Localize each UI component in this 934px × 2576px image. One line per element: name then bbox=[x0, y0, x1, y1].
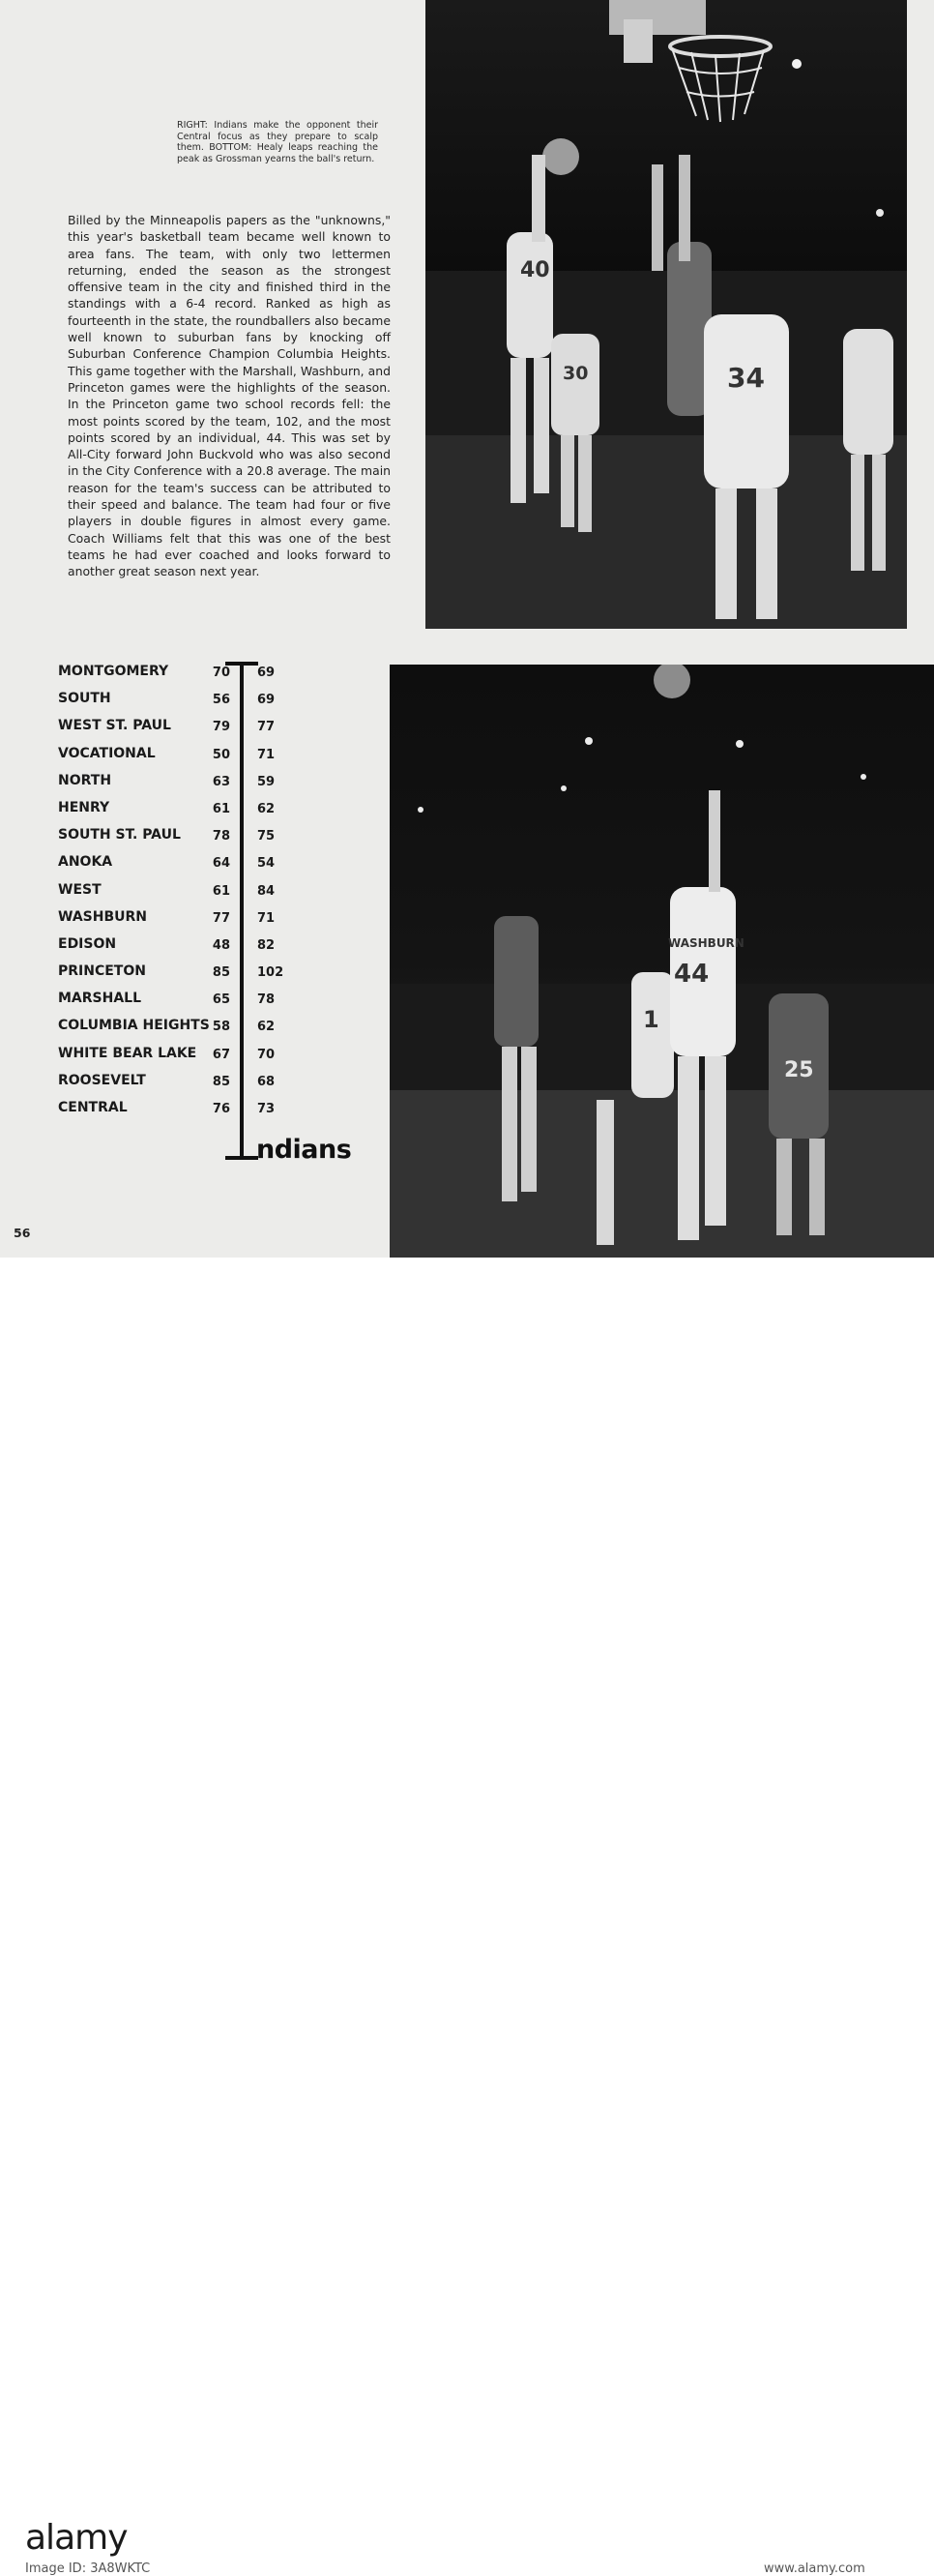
opponent-name: HENRY bbox=[58, 799, 110, 815]
jersey-30: 30 bbox=[563, 363, 589, 384]
opponent-score: 62 bbox=[257, 801, 276, 816]
jersey-40: 40 bbox=[520, 258, 550, 282]
opponent-score: 73 bbox=[257, 1102, 276, 1116]
jersey-washburn-text: WASHBURN bbox=[668, 936, 744, 950]
score-row bbox=[56, 880, 288, 907]
opponent-name: ROOSEVELT bbox=[58, 1072, 146, 1088]
opponent-score: 82 bbox=[257, 937, 276, 953]
opponent-score: 75 bbox=[257, 829, 276, 844]
opponent-name: VOCATIONAL bbox=[58, 745, 156, 761]
opponent-name: CENTRAL bbox=[58, 1100, 128, 1115]
opponent-score: 59 bbox=[257, 774, 276, 789]
score-row bbox=[56, 825, 288, 852]
opponent-score: 78 bbox=[257, 992, 276, 1008]
opponent-name: ANOKA bbox=[58, 854, 113, 871]
our-score: 67 bbox=[212, 1047, 230, 1062]
opponent-name: EDISON bbox=[58, 935, 117, 952]
opponent-name: WEST ST. PAUL bbox=[58, 718, 171, 734]
opponent-name: WHITE BEAR LAKE bbox=[58, 1045, 197, 1061]
score-row bbox=[56, 989, 288, 1016]
score-row bbox=[56, 852, 288, 879]
watermark-logo: alamy bbox=[25, 2518, 128, 2558]
our-score: 79 bbox=[212, 720, 230, 735]
player-40 bbox=[507, 232, 553, 358]
player-34 bbox=[704, 314, 789, 489]
score-row bbox=[56, 716, 288, 743]
score-row bbox=[56, 798, 288, 825]
score-row bbox=[56, 1071, 288, 1098]
our-score: 85 bbox=[212, 965, 230, 981]
score-row bbox=[56, 962, 288, 989]
opponent-score: 70 bbox=[257, 1047, 276, 1062]
our-score: 85 bbox=[212, 1074, 230, 1089]
our-score: 64 bbox=[212, 856, 230, 872]
our-score: 76 bbox=[212, 1102, 230, 1116]
our-score: 70 bbox=[212, 666, 230, 680]
score-row bbox=[56, 771, 288, 798]
photo-bottom-basketball-action bbox=[390, 665, 934, 1258]
opponent-name: WASHBURN bbox=[58, 908, 147, 925]
score-row bbox=[56, 662, 288, 689]
opponent-name: MARSHALL bbox=[58, 991, 142, 1007]
photo-top-illustration bbox=[425, 0, 907, 629]
article-body-text: Billed by the Minneapolis papers as the "unknowns," this year's basketball team became well known to area fans. The team, with only two lettermen returning, ended the season as the strongest offensive team in the city and finished third in the standings with a 6-4 record. Ranked as high as fourteenth in the state, the roundballers also became well known to suburban fans by knocking off Suburban Conference Champion Columbia Heights. This game together with the Marshall, Washburn, and Princeton games were the highlights of the season. In the Princeton game two school records fell: the most points scored by the team, 102, and the most points scored by an individual, 44. This was set by All-City forward John Buckvold who was also second in the City Conference with a 20.8 average. The main reason for the team's success can be attributed to their speed and balance. The team had four or five players in double figures in almost every game. Coach Williams felt that this was one of the best teams he had ever coached and looks forward to another great season next year. bbox=[68, 213, 391, 579]
opponent-score: 62 bbox=[257, 1020, 276, 1035]
page-number: 56 bbox=[14, 1226, 31, 1240]
score-row bbox=[56, 1044, 288, 1071]
jersey-1: 1 bbox=[643, 1006, 659, 1033]
season-scores-list bbox=[56, 662, 288, 1125]
yearbook-page bbox=[0, 0, 934, 1258]
photo-bottom-illustration bbox=[390, 665, 934, 1258]
stock-watermark-footer bbox=[0, 1258, 934, 2576]
score-row bbox=[56, 744, 288, 771]
opponent-name: PRINCETON bbox=[58, 963, 146, 980]
our-score: 77 bbox=[212, 910, 230, 926]
opponent-score: 68 bbox=[257, 1074, 276, 1089]
watermark-image-id: Image ID: 3A8WKTC bbox=[25, 2561, 151, 2576]
our-score: 48 bbox=[212, 937, 230, 953]
score-row bbox=[56, 1098, 288, 1125]
score-row bbox=[56, 689, 288, 716]
our-score: 61 bbox=[212, 883, 230, 899]
title-indians: ndians bbox=[256, 1135, 352, 1165]
opponent-score: 71 bbox=[257, 910, 276, 926]
our-score: 50 bbox=[212, 747, 230, 762]
letter-i-stem bbox=[240, 662, 244, 1159]
opponent-name: NORTH bbox=[58, 772, 112, 788]
opponent-score: 77 bbox=[257, 720, 276, 735]
our-score: 61 bbox=[212, 801, 230, 816]
our-score: 78 bbox=[212, 829, 230, 844]
opponent-score: 69 bbox=[257, 693, 276, 708]
opponent-score: 102 bbox=[257, 965, 284, 981]
letter-i-bottom-serif bbox=[225, 1156, 258, 1160]
opponent-score: 84 bbox=[257, 883, 276, 899]
player-30 bbox=[551, 334, 599, 435]
score-row bbox=[56, 1016, 288, 1043]
opponent-score: 54 bbox=[257, 856, 276, 872]
jersey-34: 34 bbox=[727, 362, 765, 394]
our-score: 65 bbox=[212, 992, 230, 1008]
score-row bbox=[56, 907, 288, 934]
opponent-name: MONTGOMERY bbox=[58, 664, 169, 679]
opponent-score: 71 bbox=[257, 747, 276, 762]
opponent-name: SOUTH bbox=[58, 691, 111, 707]
our-score: 63 bbox=[212, 774, 230, 789]
opponent-score: 69 bbox=[257, 666, 276, 680]
score-row bbox=[56, 934, 288, 962]
jersey-25: 25 bbox=[784, 1058, 814, 1082]
opponent-name: COLUMBIA HEIGHTS bbox=[58, 1018, 210, 1034]
jersey-44: 44 bbox=[674, 960, 710, 989]
our-score: 56 bbox=[212, 693, 230, 708]
watermark-url: www.alamy.com bbox=[764, 2561, 865, 2576]
photo-top-basketball-action bbox=[425, 0, 907, 629]
opponent-name: SOUTH ST. PAUL bbox=[58, 827, 181, 844]
opponent-name: WEST bbox=[58, 881, 102, 898]
photo-caption: RIGHT: Indians make the opponent their Central focus as they prepare to scalp them. BOTTOM: Healy leaps reaching the peak as Grossman yearns the ball's return. bbox=[177, 120, 378, 164]
our-score: 58 bbox=[212, 1020, 230, 1035]
